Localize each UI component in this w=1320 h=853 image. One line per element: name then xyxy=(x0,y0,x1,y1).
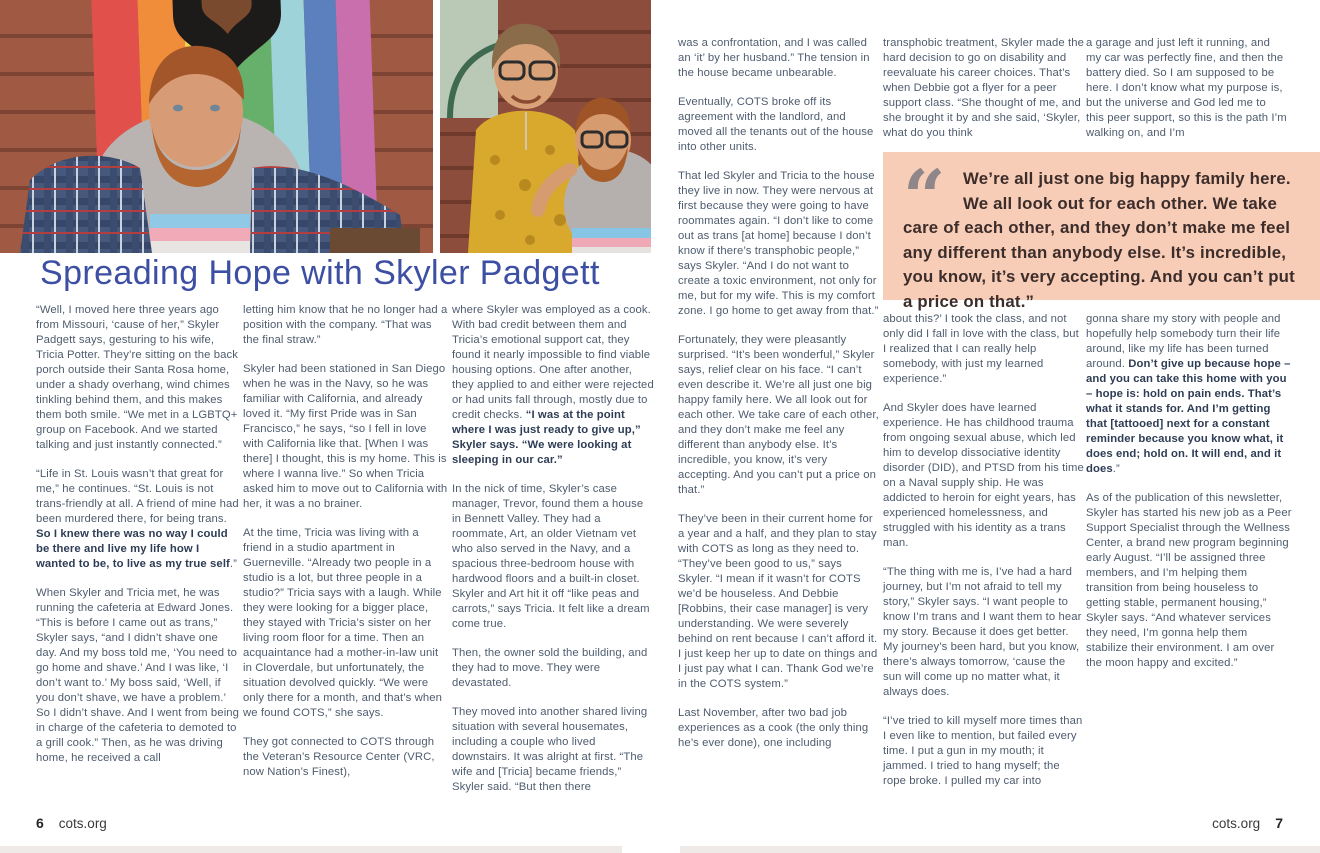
paragraph: And Skyler does have learned experience. He has childhood trauma from ongoing sexual abuse, which led him to develop dissociative identity disorder (DID), and PTSD from his time on a Naval supply ship. He was addicted to heroin for eight years, has experienced homelessness, and struggled with his identity as a trans man. xyxy=(883,402,1084,549)
text-column-1 xyxy=(36,303,240,780)
paragraph: They got connected to COTS through the Veteran’s Resource Center (VRC, now Nation’s Finest), xyxy=(243,736,435,778)
photo-tricia-and-skyler xyxy=(440,0,651,253)
page-number-right: 7 xyxy=(1275,815,1283,831)
paragraph: As of the publication of this newsletter, Skyler has started his new job as a Peer Support Specialist through the Wellness Center, a brand new program beginning early August. “I’ll be assigned three members, and I’m helping them transition from being houseless to getting stable, permanent housing,” Skyler says. “And whatever services they need, I’m gonna help them stabilize their environment. I am over the moon happy and excited.” xyxy=(1086,492,1292,669)
pull-quote-text: We’re all just one big happy family here. We all look out for each other. We take care of each other, and they don’t make me feel any different than anybody else. It’s incredible, you know, it’s very accepting. And you can’t put a price on that.” xyxy=(903,169,1295,311)
paragraph: was a confrontation, and I was called an ‘it’ by her husband.” The tension in the house became unbearable. xyxy=(678,37,870,79)
paragraph: gonna share my story with people and hopefully help somebody turn their life around, like my life has been turned around. Don’t give up because hope – and you can take this home with you – hope is: hold on pain ends. That’s what it stands for. And I’m getting that [tattooed] next for a constant reminder because you know what, it does end; hold on. It will end, and it does.” xyxy=(1086,313,1291,475)
page-number-left: 6 xyxy=(36,815,44,831)
page-edge-strip-right xyxy=(680,846,1320,853)
paragraph: “Well, I moved here three years ago from Missouri, ‘cause of her,” Skyler Padgett says, gesturing to his wife, Tricia Potter. They’re sitting on the back porch outside their Santa Rosa home, under a shady overhang, wind chimes tinkling behind them, and this makes them both smile. “We met in a LGBTQ+ group on Facebook. And we started talking and just instantly connected.” xyxy=(36,304,238,451)
photo-skyler-pride-flag xyxy=(0,0,433,253)
paragraph: Fortunately, they were pleasantly surprised. “It’s been wonderful,” Skyler says, relief clear on his face. “I can’t even describe it. We’re all just one big happy family here. We all look out for each other. We take care of each other, and they don’t make me feel any different than anybody else. It’s incredible, you know, it’s very accepting. And you can’t put a price on that.” xyxy=(678,334,879,496)
page-edge-strip-left xyxy=(0,846,622,853)
paragraph: a garage and just left it running, and my car was perfectly fine, and then the battery died. So I am supposed to be here. I don’t know what my purpose is, but the universe and God led me to this peer support, so this is the path I’m walking on, and I’m xyxy=(1086,37,1287,139)
site-url-right: cots.org xyxy=(1212,816,1261,831)
text-column-5-bottom xyxy=(883,312,1084,803)
paragraph: In the nick of time, Skyler’s case manager, Trevor, found them a house in Bennett Valley. They had a roommate, Art, an older Vietnam vet who also served in the Navy, and a spacious three-bedroom house with hardwood floors and a built-in closet. Skyler and Art hit it off “like peas and carrots,” says Tricia. It felt like a dream come true. xyxy=(452,483,650,630)
text-column-3 xyxy=(452,303,654,809)
text-column-6-bottom xyxy=(1086,312,1292,685)
paragraph: transphobic treatment, Skyler made the hard decision to go on disability and reevaluate his career choices. That’s when Debbie got a flyer for a peer support class. “She thought of me, and she brought it by and she said, ‘Skyler, what do you think xyxy=(883,37,1084,139)
paragraph: “The thing with me is, I’ve had a hard journey, but I’m not afraid to tell my story,” Skyler says. “I want people to know I’m trans and I want them to hear my story. Because it does get better. My journey’s been hard, but you know, there’s always tomorrow, ‘cause the sun will come up no matter what, it always does. xyxy=(883,566,1082,698)
paragraph: letting him know that he no longer had a position with the company. “That was the final straw.” xyxy=(243,304,448,346)
pride-flag-photo-illustration xyxy=(0,0,433,253)
paragraph: They’ve been in their current home for a year and a half, and they plan to stay with COTS as long as they need to. “They’ve been good to us,” says Skyler. “I mean if it wasn’t for COTS we’d be houseless. And Debbie [Robbins, their case manager] is very understanding. We were severely behind on rent because I can’t afford it. I just keep her up to date on things and I just pay what I can. Thank God we’re in the COTS system.” xyxy=(678,513,878,690)
text-column-6-top xyxy=(1086,36,1287,155)
pull-quote-box xyxy=(883,152,1320,311)
quote-mark-icon: “ xyxy=(903,155,946,241)
paragraph: At the time, Tricia was living with a friend in a studio apartment in Guerneville. “Already two people in a studio is a lot, but three people in a studio?” Tricia says with a laugh. While they were looking for a bigger place, they stayed with Tricia’s sister on her living room floor for a time. Then an acquaintance had a mother-in-law unit in Cloverdale, but unfortunately, the situation devolved quickly. “We were only there for a month, and that’s when we found COTS,” she says. xyxy=(243,527,442,719)
article-title: Spreading Hope with Skyler Padgett xyxy=(40,254,600,292)
paragraph: “Life in St. Louis wasn’t that great for me,” he continues. “St. Louis is not trans-friendly at all. A friend of mine had been murdered there, for being trans. So I knew there was no way I could be there and live my life how I wanted to be, to live as my true self.” xyxy=(36,468,239,570)
couple-photo-illustration xyxy=(440,0,651,253)
text-column-2 xyxy=(243,303,450,794)
text-column-4 xyxy=(678,36,879,765)
paragraph: Last November, after two bad job experiences as a cook (the only thing he’s ever done), one including xyxy=(678,707,869,749)
paragraph: Then, the owner sold the building, and they had to move. They were devastated. xyxy=(452,647,648,689)
site-url-left: cots.org xyxy=(58,816,107,831)
paragraph: Skyler had been stationed in San Diego when he was in the Navy, so he was familiar with California, and already loved it. “My first Pride was in San Francisco,” he says, “so I fell in love with California like that. [When I was there] I thought, this is my home. This is where I wanna live.” So when Tricia asked him to move out to California with her, it was a no brainer. xyxy=(243,363,448,510)
paragraph: where Skyler was employed as a cook. With bad credit between them and Tricia’s emotional support cat, they found it nearly impossible to find viable housing options. One after another, they applied to and either were rejected or had units fall through, mostly due to credit checks. “I was at the point where I was just ready to give up,” Skyler says. “We were looking at sleeping in our car.” xyxy=(452,304,654,466)
paragraph: When Skyler and Tricia met, he was running the cafeteria at Edward Jones. “This is before I came out as trans,” Skyler says, “and I didn’t shave one day. And my boss told me, ‘You need to go home and shave.’ And I was like, ‘I don’t want to.’ My boss said, ‘Well, if you don’t shave, we have a problem.’ So I didn’t shave. And I went from being in charge of the cafeteria to demoted to a grill cook.” Then, as he was driving home, he received a call xyxy=(36,587,240,764)
footer-right xyxy=(1212,815,1283,831)
footer-left xyxy=(36,815,107,831)
paragraph: about this?’ I took the class, and not only did I fall in love with the class, but I realized that I can really help somebody, with just my learned experience.” xyxy=(883,313,1079,385)
paragraph: That led Skyler and Tricia to the house they live in now. They were nervous at first because they were going to have roommates again. “I don’t like to come out as trans [at home] because I don’t know if there’s transphobic people,” says Skyler. “And I do not want to create a toxic environment, not only for me, but for my wife. This is my comfort zone. I go home to get away from that.” xyxy=(678,170,879,317)
paragraph: They moved into another shared living situation with several housemates, including a couple who lived downstairs. It was alright at first. “The wife and [Tricia] became friends,” Skyler said. “But then there xyxy=(452,706,648,793)
paragraph: Eventually, COTS broke off its agreement with the landlord, and moved all the tenants out of the house into other units. xyxy=(678,96,874,153)
text-column-5-top xyxy=(883,36,1084,155)
paragraph: “I’ve tried to kill myself more times than I even like to mention, but failed every time. I put a gun in my mouth; it jammed. I tried to hang myself; the rope broke. I pulled my car into xyxy=(883,715,1083,787)
